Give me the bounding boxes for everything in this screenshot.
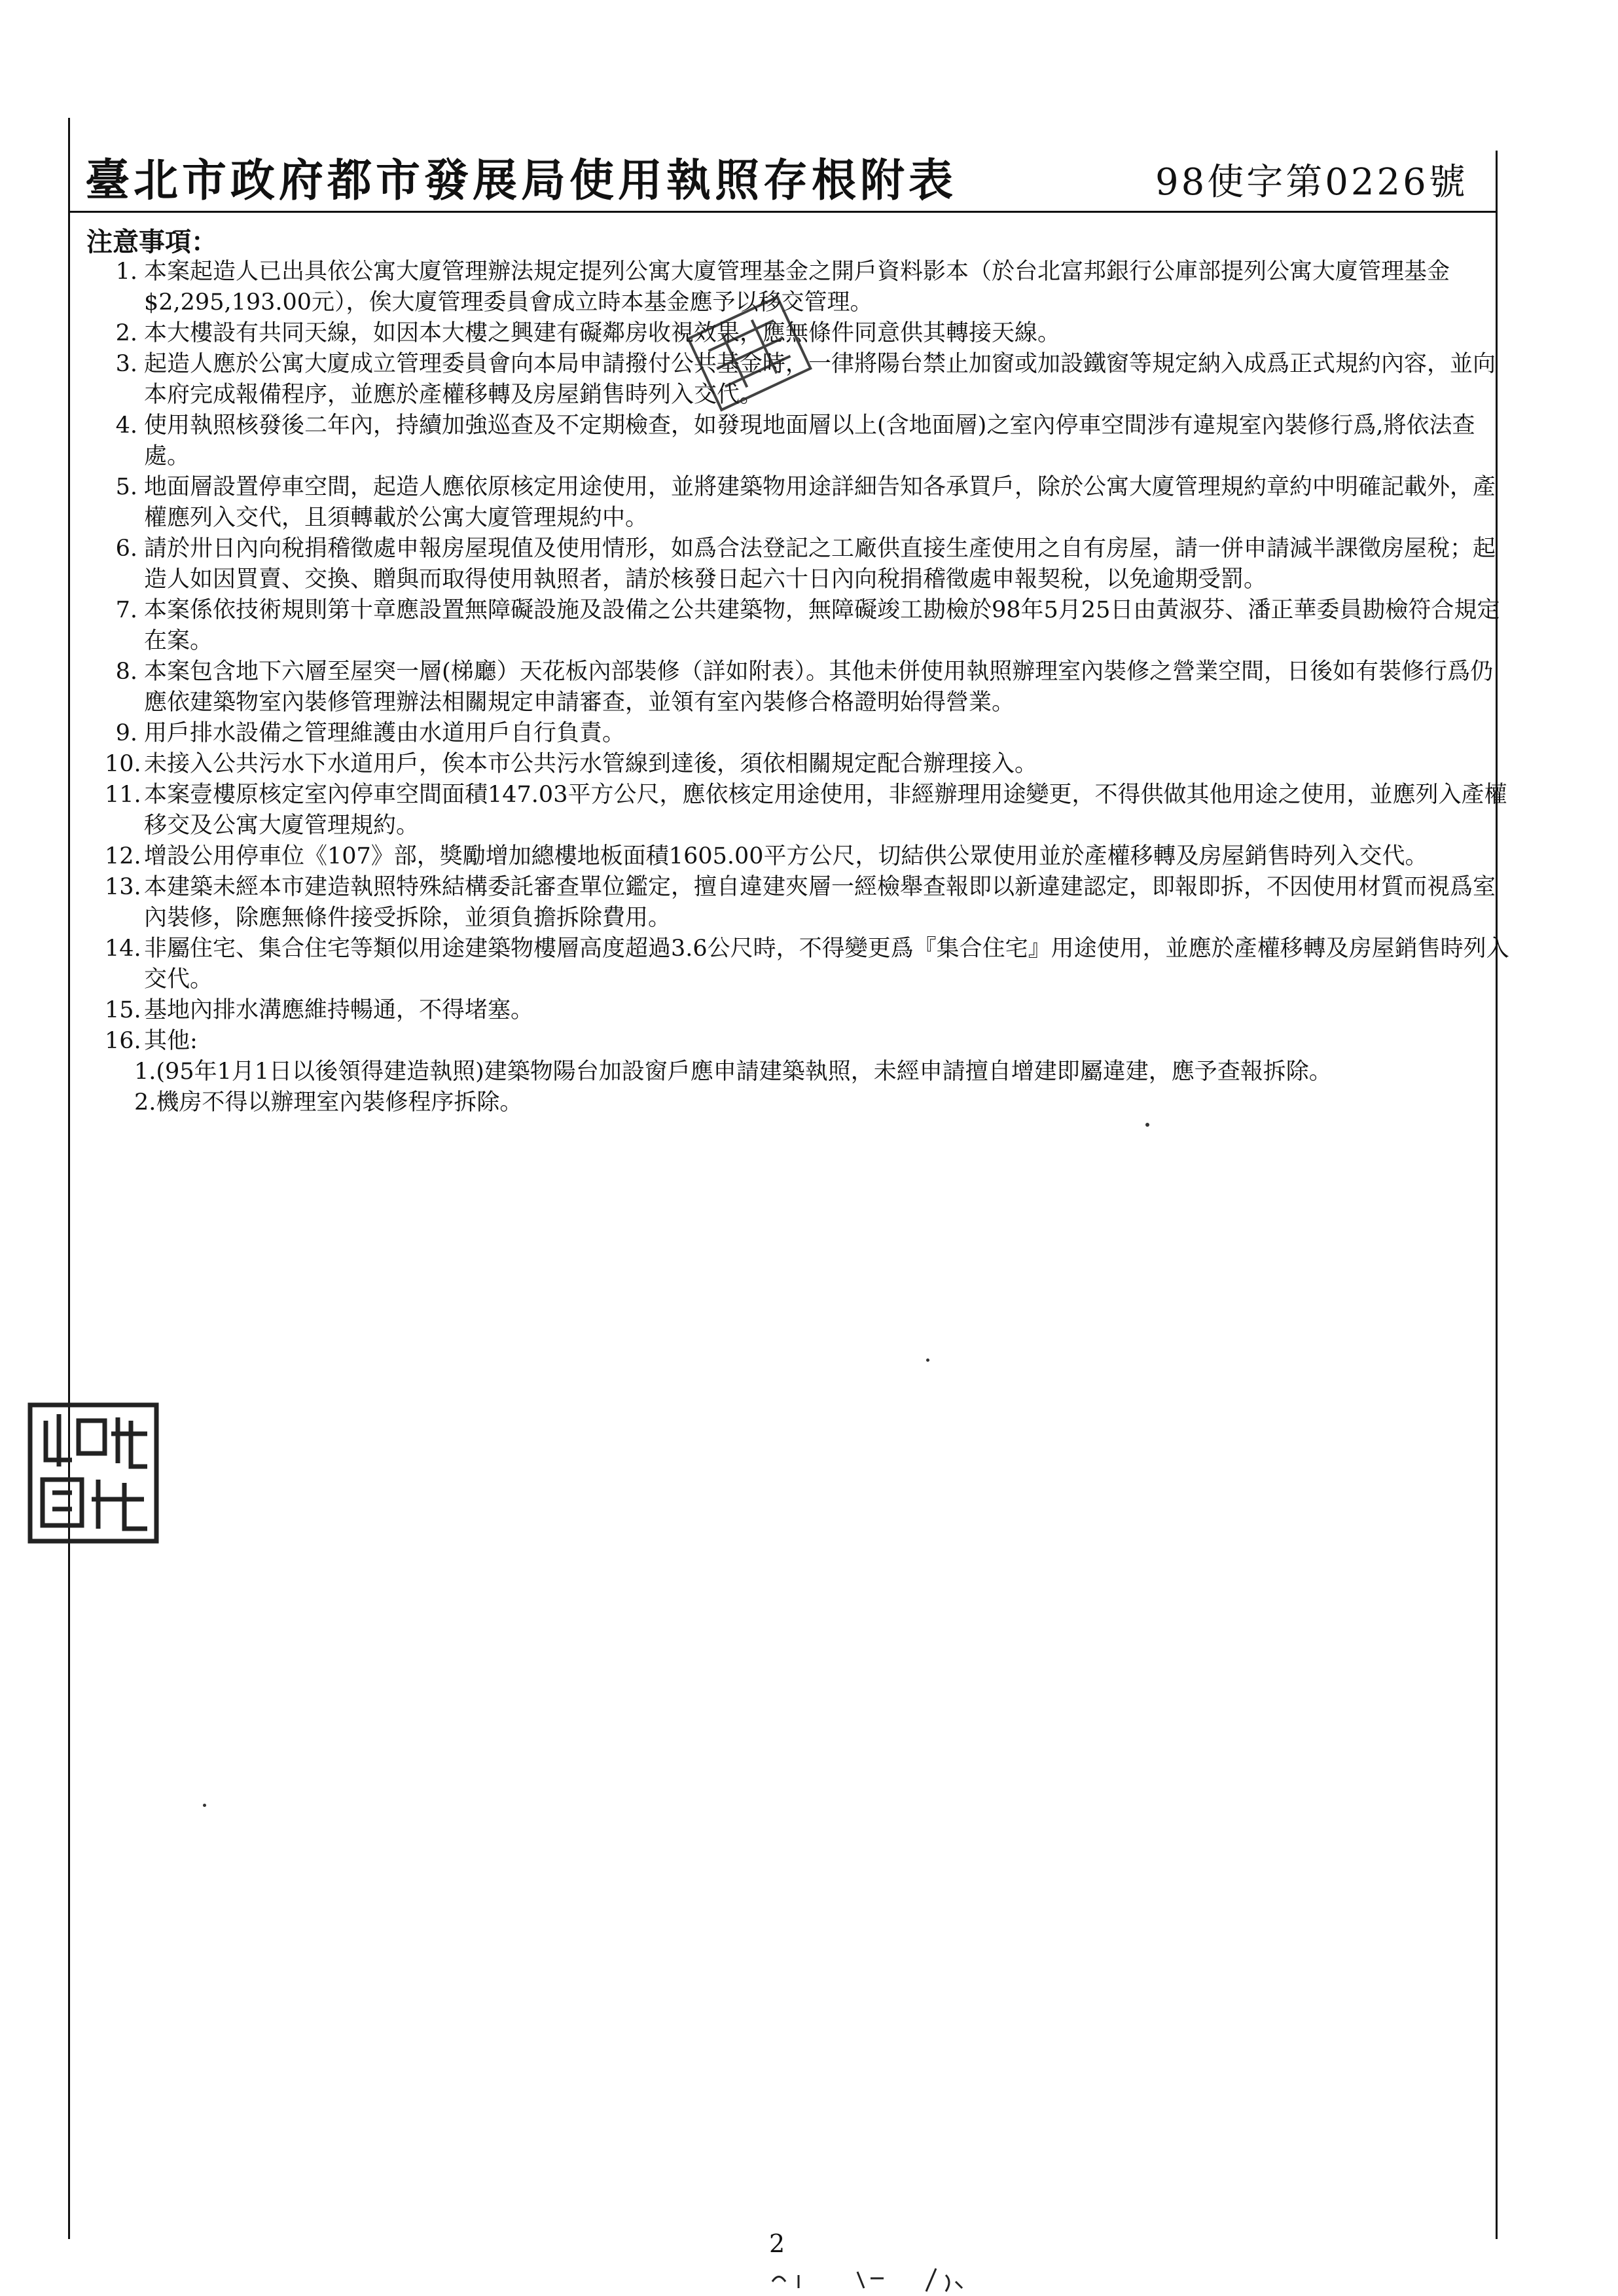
list-item xyxy=(105,841,1512,872)
item-text: 本案係依技術規則第十章應設置無障礙設施及設備之公共建築物，無障礙竣工勘檢於98年5月25日由黃淑芬、潘正華委員勘檢符合規定在案。 xyxy=(144,597,1500,654)
list-item xyxy=(105,657,1512,718)
item-text: 本案起造人已出具依公寓大廈管理辦法規定提列公寓大廈管理基金之開戶資料影本（於台北富邦銀行公庫部提列公寓大廈管理基金$2,295,193.00元），俟大廈管理委員會成立時本基金應予以移交管理。 xyxy=(144,259,1450,316)
item-text: 本大樓設有共同天線，如因本大樓之興建有礙鄰房收視效果，應無條件同意供其轉接天線。 xyxy=(144,320,1061,346)
item-text: 本案包含地下六層至屋突一層(梯廳）天花板內部裝修（詳如附表）。其他未併使用執照辦理室內裝修之營業空間，日後如有裝修行爲仍應依建築物室內裝修管理辦法相關規定申請審查，並領有室內裝修合格證明始得營業。 xyxy=(144,659,1494,716)
item-text: 地面層設置停車空間，起造人應依原核定用途使用，並將建築物用途詳細告知各承買戶，除於公寓大廈管理規約章約中明確記載外，產權應列入交代，且須轉載於公寓大廈管理規約中。 xyxy=(144,474,1496,531)
item-text: 未接入公共污水下水道用戶，俟本市公共污水管線到達後，須依相關規定配合辦理接入。 xyxy=(144,751,1038,777)
item-text: 本建築未經本市建造執照特殊結構委託審查單位鑑定，擅自違建夾層一經檢舉查報即以新違建認定，即報即拆，不因使用材質而視爲室內裝修，除應無條件接受拆除，並須負擔拆除費用。 xyxy=(144,874,1496,931)
item-text: 非屬住宅、集合住宅等類似用途建築物樓層高度超過3.6公尺時，不得變更爲『集合住宅』用途使用，並應於產權移轉及房屋銷售時列入交代。 xyxy=(144,936,1509,993)
list-item xyxy=(105,534,1512,595)
item-number: 12. xyxy=(105,843,141,869)
item-text: 用戶排水設備之管理維護由水道用戶自行負責。 xyxy=(144,720,626,746)
item-number: 10. xyxy=(105,751,141,777)
official-seal-icon xyxy=(26,1401,160,1545)
list-item xyxy=(105,472,1512,534)
approval-stamp-icon xyxy=(668,288,831,419)
item-text: 起造人應於公寓大廈成立管理委員會向本局申請撥付公共基金時，一律將陽台禁止加窗或加設鐵窗等規定納入成爲正式規約內容，並向本府完成報備程序，並應於產權移轉及房屋銷售時列入交代。 xyxy=(144,351,1496,408)
list-item xyxy=(105,410,1512,472)
item-text: 請於卅日內向稅捐稽徵處申報房屋現值及使用情形，如爲合法登記之工廠供直接生產使用之自有房屋，請一併申請減半課徵房屋稅；起造人如因買賣、交換、贈與而取得使用執照者，請於核發日起六十日內向稅捐稽徵處申報契稅，以免逾期受罰。 xyxy=(144,536,1496,592)
handwritten-mark-icon xyxy=(759,2255,1021,2295)
item-number: 1. xyxy=(115,259,137,285)
item-number: 6. xyxy=(115,536,137,562)
scan-speck xyxy=(203,1804,206,1807)
item-number: 16. xyxy=(105,1028,141,1054)
item-text: 其他: xyxy=(144,1028,198,1054)
other-item-1: 1.(95年1月1日以後領得建造執照)建築物陽台加設窗戶應申請建築執照，未經申請擅自增建即屬違建，應予查報拆除。 xyxy=(134,1059,1332,1085)
item-number: 2. xyxy=(115,320,137,346)
item-text: 增設公用停車位《107》部，獎勵增加總樓地板面積1605.00平方公尺，切結供公眾使用並於產權移轉及房屋銷售時列入交代。 xyxy=(144,843,1428,869)
page-number: 2 xyxy=(769,2229,785,2258)
scan-speck xyxy=(1145,1123,1149,1127)
list-item xyxy=(105,872,1512,934)
item-number: 3. xyxy=(115,351,137,377)
list-item xyxy=(105,934,1512,995)
item-text: 使用執照核發後二年內，持續加強巡查及不定期檢查，如發現地面層以上(含地面層)之室內停車空間涉有違規室內裝修行爲,將依法查處。 xyxy=(144,412,1475,469)
list-item xyxy=(105,1026,1512,1057)
other-item-2: 2.機房不得以辦理室內裝修程序拆除。 xyxy=(134,1089,523,1116)
list-item xyxy=(105,995,1512,1026)
header-rule xyxy=(68,211,1498,213)
notice-heading: 注意事項： xyxy=(86,227,217,257)
list-item xyxy=(105,595,1512,657)
item-text: 基地內排水溝應維持暢通，不得堵塞。 xyxy=(144,997,534,1023)
sub-items xyxy=(105,1057,1512,1118)
item-number: 7. xyxy=(115,597,137,623)
item-number: 11. xyxy=(105,782,141,808)
item-number: 14. xyxy=(105,936,141,962)
scan-speck xyxy=(926,1358,929,1362)
document-title: 臺北市政府都市發展局使用執照存根附表 xyxy=(85,155,958,207)
item-number: 15. xyxy=(105,997,141,1023)
list-item xyxy=(105,749,1512,780)
item-number: 13. xyxy=(105,874,141,900)
item-number: 9. xyxy=(115,720,137,746)
item-number: 8. xyxy=(115,659,137,685)
permit-number: 98使字第0226號 xyxy=(1155,161,1468,204)
list-item xyxy=(105,780,1512,841)
item-text: 本案壹樓原核定室內停車空間面積147.03平方公尺，應依核定用途使用，非經辦理用途變更，不得供做其他用途之使用，並應列入產權移交及公寓大廈管理規約。 xyxy=(144,782,1507,839)
item-number: 4. xyxy=(115,412,137,439)
list-item xyxy=(105,718,1512,749)
page-frame-left xyxy=(68,118,70,2239)
item-number: 5. xyxy=(115,474,137,500)
